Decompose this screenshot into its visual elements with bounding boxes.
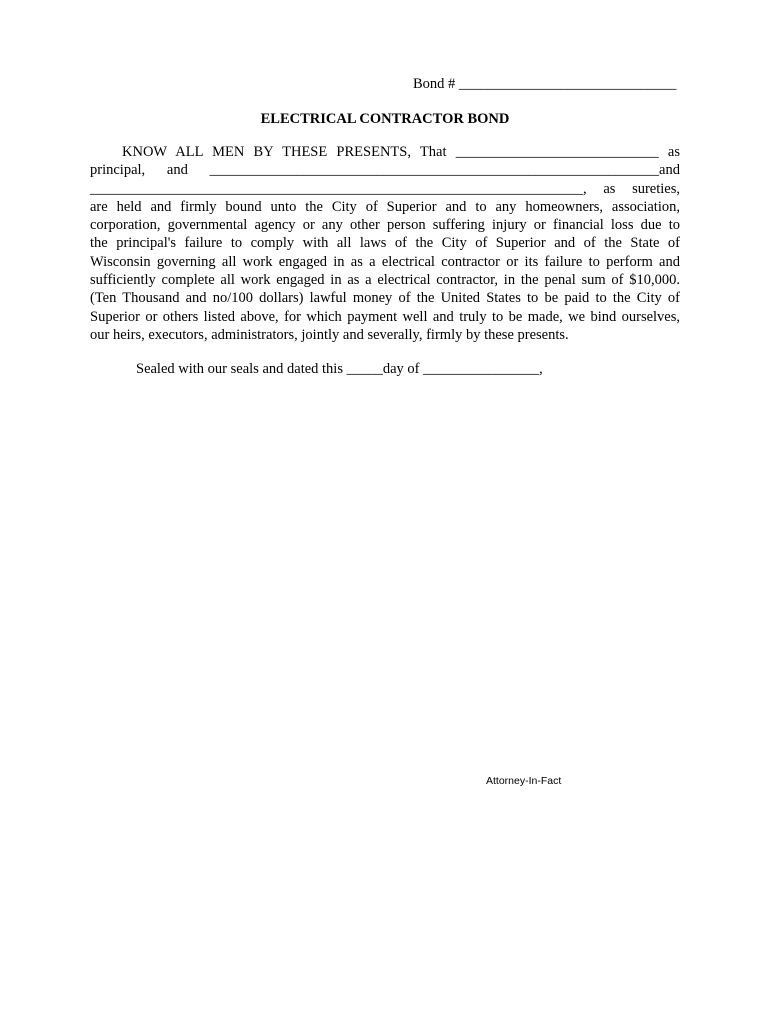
attorney-in-fact-label: Attorney-In-Fact — [486, 775, 562, 787]
document-title: ELECTRICAL CONTRACTOR BOND — [260, 111, 510, 127]
body-line: Superior or others listed above, for which payment well and truly to be made, we bind ourselves, — [90, 308, 680, 325]
body-line: principal, and ______________________________________________________________and — [90, 162, 680, 179]
body-line: ____________________________________________________________________, as sureties, — [90, 180, 680, 197]
body-line: (Ten Thousand and no/100 dollars) lawful money of the United States to be paid to the City of — [90, 290, 680, 307]
bond-body-paragraph — [90, 143, 680, 344]
body-line: Wisconsin governing all work engaged in as a electrical contractor or its failure to perform and — [90, 253, 680, 270]
body-line: our heirs, executors, administrators, jointly and severally, firmly by these presents. — [90, 326, 569, 343]
body-line: KNOW ALL MEN BY THESE PRESENTS, That ____________________________ as — [122, 144, 680, 160]
sealed-dated-line: Sealed with our seals and dated this _____day of ________________, — [136, 361, 543, 377]
body-line: corporation, governmental agency or any other person suffering injury or financial loss due to — [90, 217, 680, 234]
body-line: are held and firmly bound unto the City of Superior and to any homeowners, association, — [90, 198, 680, 215]
body-line: the principal's failure to comply with all laws of the City of Superior and of the State of — [90, 235, 680, 252]
body-line: sufficiently complete all work engaged in as a electrical contractor, in the penal sum of $10,000. — [90, 272, 680, 289]
bond-number-line: Bond # ______________________________ — [413, 76, 677, 92]
